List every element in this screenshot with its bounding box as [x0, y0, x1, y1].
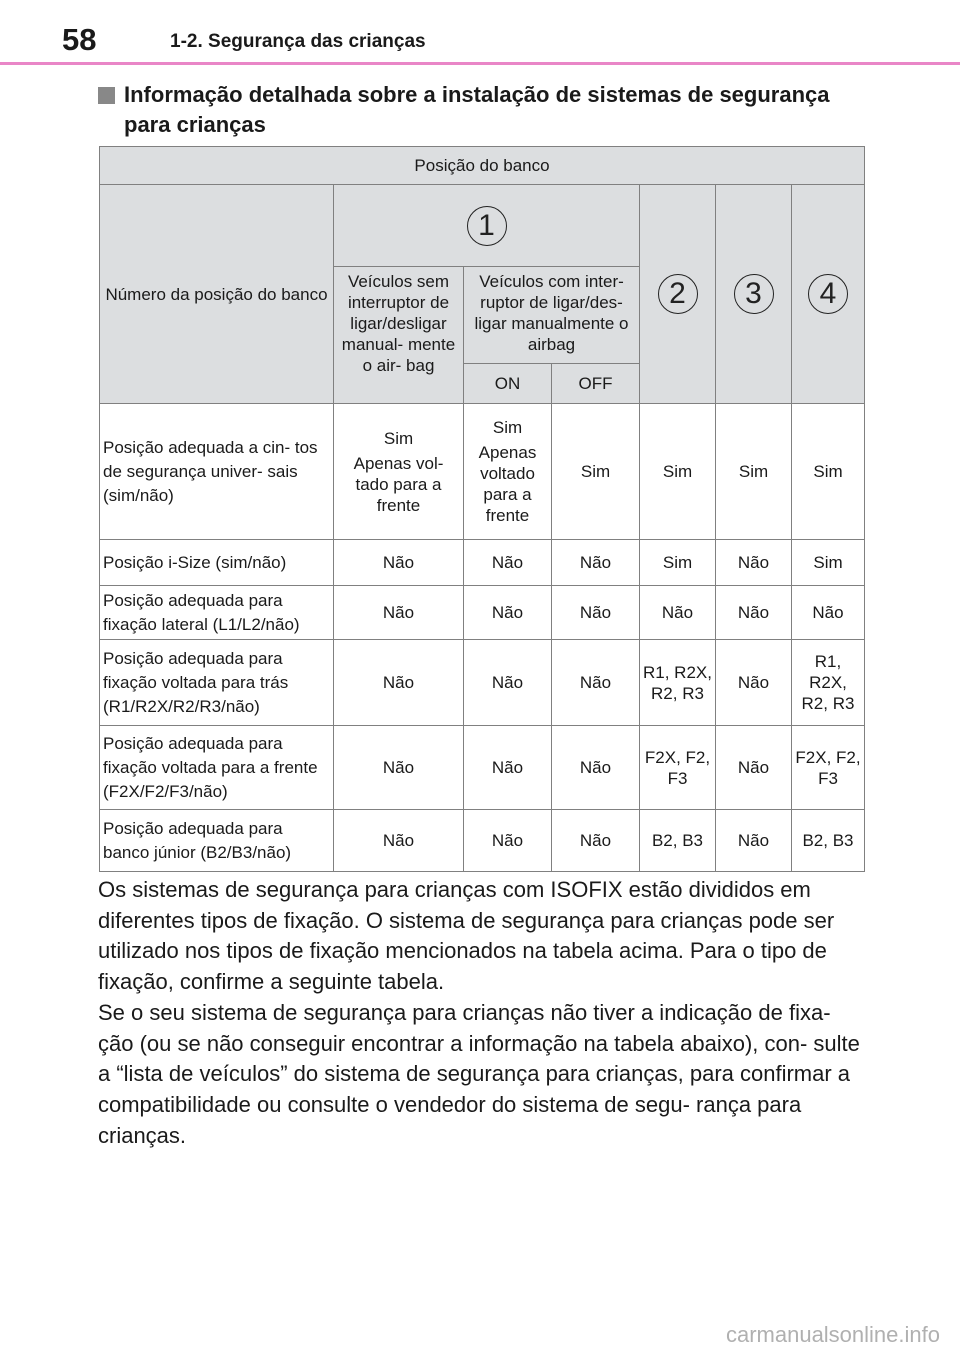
table-row	[100, 404, 865, 540]
table-cell: Não	[792, 586, 865, 640]
pos1-with-switch-header: Veículos com inter- ruptor de ligar/des- ligar manualmente o airbag	[464, 267, 640, 364]
subheading-text: Informação detalhada sobre a instalação de sistemas de segurança para crianças	[124, 82, 830, 137]
table-cell: B2, B3	[640, 810, 716, 872]
table-cell: Não	[334, 586, 464, 640]
table-cell: Não	[716, 540, 792, 586]
position-4-circle: 4	[808, 274, 848, 314]
table-cell: Sim	[792, 540, 865, 586]
table-cell: Não	[464, 726, 552, 810]
row-label: Posição adequada para fixação voltada para a frente (F2X/F2/F3/não)	[100, 726, 334, 810]
table-cell: Não	[464, 640, 552, 726]
table-cell: Não	[716, 640, 792, 726]
pos1-without-switch-header: Veículos sem interruptor de ligar/desligar manual- mente o air- bag	[334, 267, 464, 404]
header-divider	[0, 62, 960, 65]
table-body	[100, 404, 865, 872]
table-cell: Sim	[792, 404, 865, 540]
table-cell: F2X, F2, F3	[640, 726, 716, 810]
table-cell: F2X, F2, F3	[792, 726, 865, 810]
position-1-header	[334, 185, 640, 267]
table-cell: Não	[464, 586, 552, 640]
section-title: 1-2. Segurança das crianças	[170, 31, 426, 52]
table-cell: Sim	[640, 404, 716, 540]
table-row	[100, 810, 865, 872]
table-row	[100, 726, 865, 810]
row-label: Posição adequada para fixação lateral (L1/L2/não)	[100, 586, 334, 640]
table-cell: Sim	[716, 404, 792, 540]
table-row	[100, 540, 865, 586]
table-cell: Não	[552, 540, 640, 586]
table-cell: Sim	[640, 540, 716, 586]
square-bullet-icon	[98, 87, 115, 104]
watermark: carmanualsonline.info	[725, 1322, 940, 1347]
table-cell: R1, R2X, R2, R3	[792, 640, 865, 726]
row-header-label: Número da posição do banco	[100, 185, 334, 404]
position-1-circle: 1	[467, 206, 507, 246]
position-2-circle: 2	[658, 274, 698, 314]
row-label: Posição adequada para banco júnior (B2/B3/não)	[100, 810, 334, 872]
table-cell: Sim Apenas vol- tado para a frente	[334, 404, 464, 540]
isofix-position-table	[99, 146, 865, 872]
table-cell: Não	[464, 540, 552, 586]
row-label: Posição i-Size (sim/não)	[100, 540, 334, 586]
table-cell: Sim Apenas voltado para a frente	[464, 404, 552, 540]
table-cell: Não	[716, 726, 792, 810]
page-number: 58	[62, 22, 97, 57]
table-row	[100, 640, 865, 726]
table-row	[100, 586, 865, 640]
page-header	[0, 0, 960, 64]
body-paragraph-1: Os sistemas de segurança para crianças com ISOFIX estão divididos em diferentes tipos de fixação. O sistema de segurança para crianças pode ser utilizado nos tipos de fixação mencionados na tabela acima. Para o tipo de fixação, confirme a seguinte tabela.	[98, 877, 835, 995]
table-title: Posição do banco	[100, 147, 865, 185]
table-cell: Não	[552, 640, 640, 726]
table-cell: Não	[716, 586, 792, 640]
table-cell: Sim	[552, 404, 640, 540]
position-4-header	[792, 185, 865, 404]
position-3-circle: 3	[734, 274, 774, 314]
table-cell: B2, B3	[792, 810, 865, 872]
airbag-off-header: OFF	[552, 364, 640, 404]
airbag-on-header: ON	[464, 364, 552, 404]
table-cell: Não	[334, 810, 464, 872]
table-cell: Não	[334, 540, 464, 586]
table-cell: Não	[334, 640, 464, 726]
body-paragraph-2: Se o seu sistema de segurança para crianças não tiver a indicação de fixa- ção (ou se não conseguir encontrar a informação na tabela abaixo), con- sulte a “lista de veículos” do sistema de segurança para crianças, para confirmar a compatibilidade ou consulte o vendedor do sistema de segu- rança para crianças.	[98, 999, 860, 1148]
position-2-header	[640, 185, 716, 404]
table-cell: Não	[334, 726, 464, 810]
row-label: Posição adequada para fixação voltada para trás (R1/R2X/R2/R3/não)	[100, 640, 334, 726]
position-3-header	[716, 185, 792, 404]
table-cell: Não	[552, 810, 640, 872]
table-cell: Não	[552, 726, 640, 810]
subheading	[98, 80, 868, 140]
body-text	[98, 875, 868, 1151]
row-label: Posição adequada a cin- tos de segurança univer- sais (sim/não)	[100, 404, 334, 540]
table-cell: Não	[640, 586, 716, 640]
table-cell: R1, R2X, R2, R3	[640, 640, 716, 726]
table-cell: Não	[552, 586, 640, 640]
table-cell: Não	[716, 810, 792, 872]
table-cell: Não	[464, 810, 552, 872]
